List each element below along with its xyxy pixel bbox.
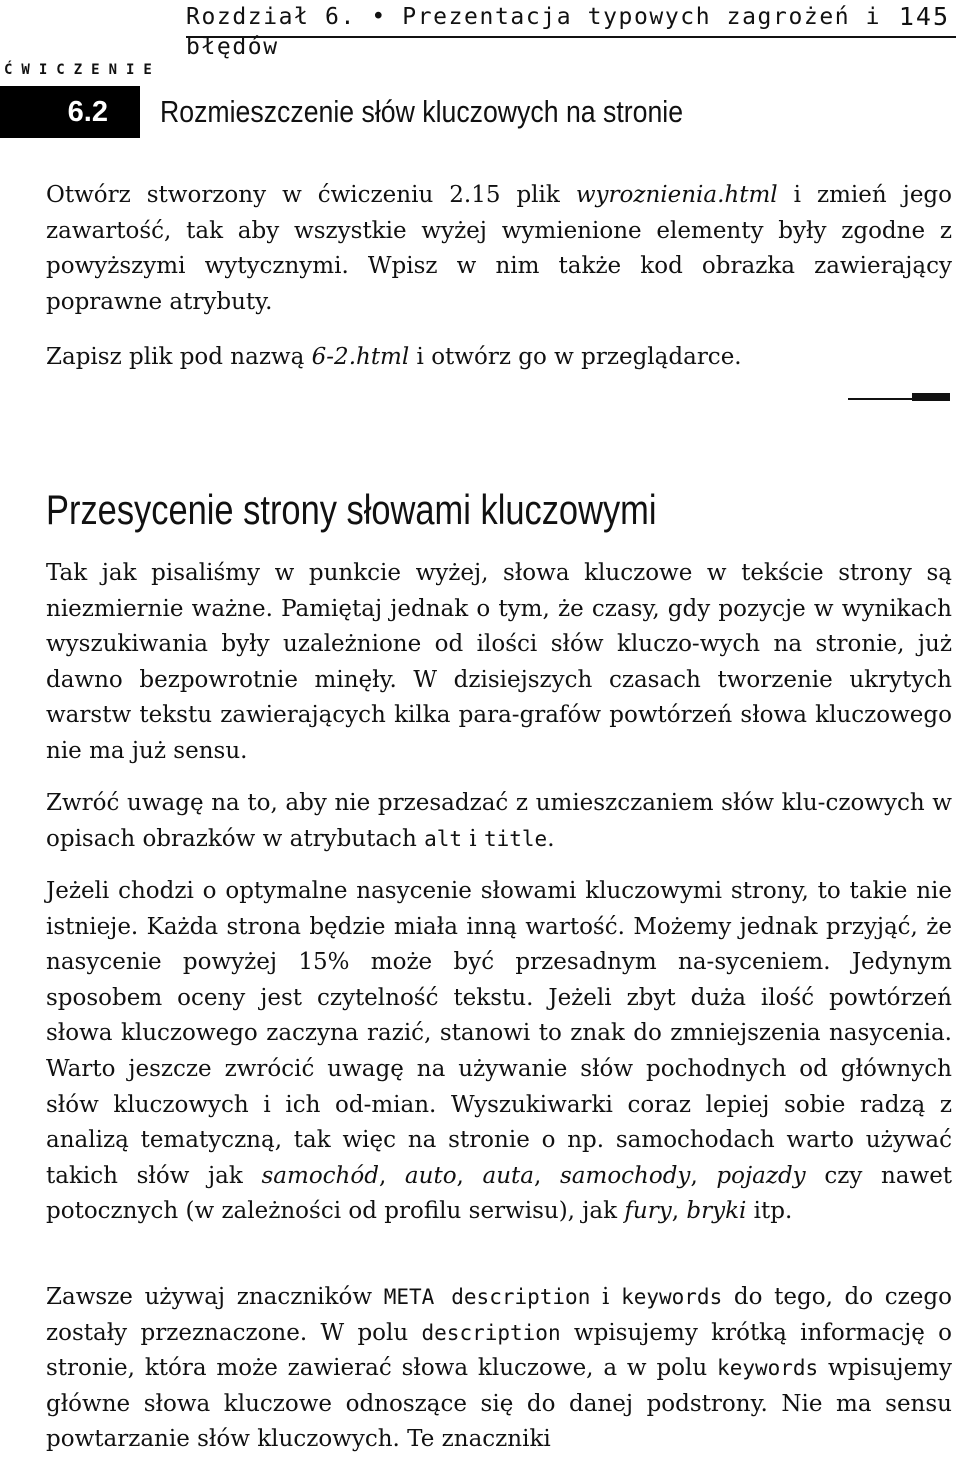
exercise-end-marker: [912, 393, 950, 401]
page-number: 145: [898, 2, 950, 31]
text-run: Zawsze używaj znaczników: [46, 1284, 384, 1310]
code-description: description: [421, 1320, 561, 1345]
text-run: itp.: [746, 1198, 793, 1225]
chapter-title: Rozdział 6. • Prezentacja typowych zagrożeń i błędów: [186, 4, 882, 60]
code-keywords: keywords: [717, 1356, 819, 1381]
exercise-end-rule: [848, 398, 912, 400]
separator: ,: [671, 1198, 687, 1225]
example-word: auta: [482, 1162, 535, 1189]
code-title: title: [483, 826, 548, 851]
text-run: Jeżeli chodzi o optymalne nasycenie słowami kluczowymi strony, to takie nie istnieje. Każda strona będzie miała inną wartość. Możemy jednak przyjąć, że nasycenie powyżej 15% może być przesadnym na-syceniem. Jedynym sposobem oceny jest czytelność tekstu. Jeżeli zbyt duża ilość powtórzeń słowa kluczowego zaczyna razić, stanowi to znak do zmniejszenia nasycenia. Warto jeszcze zwrócić uwagę na używanie słów pochodnych od głównych słów kluczowych i ich od-mian. Wyszukiwarki coraz lepiej sobie radzą z analizą tematyczną, tak więc na stronie o np. samochodach warto używać takich słów jak: [46, 878, 952, 1189]
example-word: samochody: [560, 1162, 691, 1189]
section-paragraph-1: Tak jak pisaliśmy w punkcie wyżej, słowa kluczowe w tekście strony są niezmiernie ważne. Pamiętaj jednak o tym, że czasy, gdy pozycje w wynikach wyszukiwania były uzależnione od ilości słów kluczo-wych na stronie, już dawno bezpowrotnie minęły. W dzisiejszych czasach tworzenie ukrytych warstw tekstu zawierających kilka para-grafów powtórzeń słowa kluczowego nie ma już sensu.: [46, 560, 952, 764]
exercise-number: 6.2: [67, 96, 108, 128]
exercise-title: Rozmieszczenie słów kluczowych na stronie: [160, 94, 684, 129]
code-alt: alt: [424, 826, 462, 851]
exercise-number-box: [0, 86, 140, 138]
text-run: wpisujemy główne słowa kluczowe odnoszące się do danej podstrony. Nie ma sensu powtarzanie słów kluczowych. Te znaczniki: [46, 1355, 952, 1453]
text-run: i: [590, 1284, 622, 1310]
file-name: wyroznienia.html: [575, 182, 778, 208]
file-name: 6-2.html: [311, 344, 410, 370]
text-run: i zmień jego zawartość, tak aby wszystkie wyżej wymienione elementy były zgodne z powyższymi wytycznymi. Wpisz w nim także kod obrazka zawierający poprawne atrybuty.: [46, 182, 952, 315]
section-paragraph-2: [46, 786, 952, 857]
example-word: samochód: [261, 1162, 379, 1189]
separator: ,: [378, 1162, 405, 1189]
text-run: do tego, do czego zostały przeznaczone. W polu: [46, 1284, 952, 1346]
separator: ,: [456, 1162, 483, 1189]
section-paragraph-3: [46, 874, 952, 1230]
exercise-paragraph-2: [46, 340, 952, 376]
example-word: fury: [624, 1198, 672, 1225]
example-word: pojazdy: [716, 1162, 806, 1189]
text-run: czy nawet potocznych (w zależności od profilu serwisu), jak: [46, 1162, 953, 1225]
code-keywords: keywords: [621, 1285, 723, 1309]
section-paragraph-4: [46, 1280, 952, 1458]
example-word: auto: [404, 1162, 457, 1189]
section-heading: Przesycenie strony słowami kluczowymi: [46, 486, 657, 533]
exercise-paragraph-1: [46, 178, 952, 320]
text-run: .: [547, 825, 555, 852]
text-run: Zwróć uwagę na to, aby nie przesadzać z umieszczaniem słów klu-czowych w opisach obrazków w atrybutach: [46, 790, 952, 852]
exercise-label: ĆWICZENIE: [4, 62, 161, 78]
running-head: [186, 2, 956, 60]
text-run: i otwórz go w przeglądarce.: [409, 344, 742, 370]
text-run: Otwórz stworzony w ćwiczeniu 2.15 plik: [46, 182, 576, 208]
example-word: bryki: [686, 1198, 747, 1225]
separator: ,: [690, 1162, 717, 1189]
text-run: wpisujemy krótką informację o stronie, która może zawierać słowa kluczowe, a w polu: [46, 1319, 952, 1382]
text-run: i: [462, 825, 484, 852]
separator: ,: [534, 1162, 560, 1189]
text-run: Zapisz plik pod nazwą: [46, 344, 312, 370]
code-meta-description: META description: [383, 1285, 591, 1309]
